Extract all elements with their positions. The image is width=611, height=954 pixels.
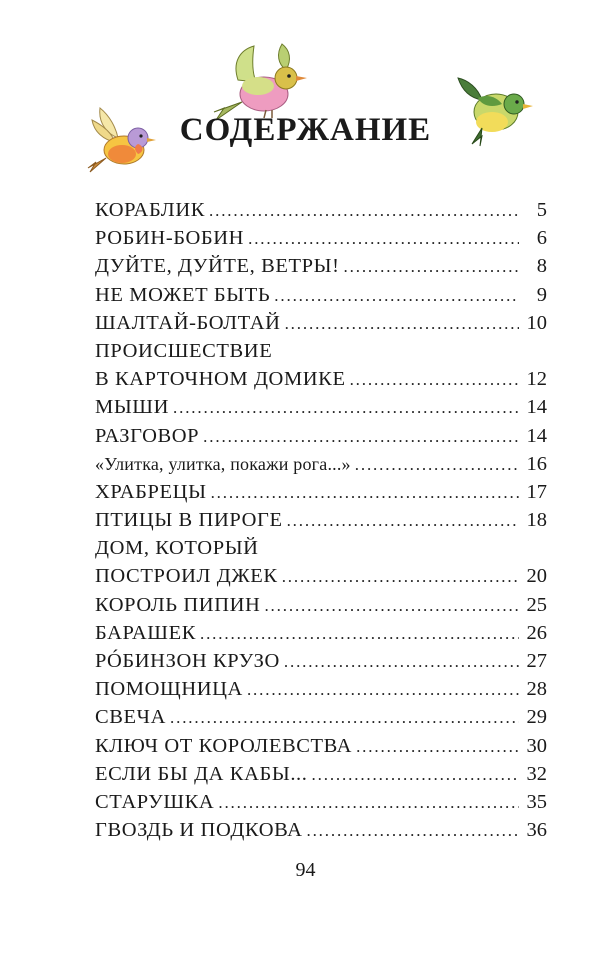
- toc-entry-page: 28: [526, 678, 547, 701]
- table-of-contents: [95, 196, 547, 844]
- toc-entry-title: КОРОЛЬ ПИПИН: [95, 593, 261, 616]
- toc-entry-title: КОРАБЛИК: [95, 199, 205, 221]
- toc-entry: [95, 816, 547, 844]
- toc-entry: [95, 591, 547, 619]
- toc-entry-page: 26: [526, 621, 547, 644]
- toc-entry-title: МЫШИ: [95, 396, 169, 419]
- toc-entry-title: СВЕЧА: [95, 706, 166, 729]
- toc-entry-page: 25: [526, 593, 547, 616]
- toc-entry: [95, 506, 547, 534]
- toc-entry: [95, 337, 547, 365]
- toc-entry-title: ПРОИСШЕСТВИЕ: [95, 339, 273, 362]
- dot-leader: [247, 676, 519, 704]
- page-title: СОДЕРЖАНИЕ: [179, 112, 432, 148]
- toc-entry-page: 30: [526, 734, 547, 757]
- dot-leader: [356, 733, 519, 761]
- toc-entry-title: ДОМ, КОТОРЫЙ: [95, 537, 259, 560]
- toc-entry: [95, 450, 547, 478]
- toc-entry-title: В КАРТОЧНОМ ДОМИКЕ: [95, 368, 346, 391]
- toc-entry-page: 9: [536, 283, 547, 306]
- toc-entry: [95, 788, 547, 816]
- dot-leader: [218, 789, 519, 817]
- toc-entry: [95, 647, 547, 675]
- toc-entry-page: 17: [526, 480, 547, 503]
- toc-entry: [95, 224, 547, 252]
- toc-entry-title: ПОМОЩНИЦА: [95, 678, 243, 701]
- toc-entry-page: 20: [526, 565, 547, 588]
- dot-leader: [274, 282, 519, 310]
- dot-leader: [203, 423, 519, 451]
- toc-entry-title: ГВОЗДЬ И ПОДКОВА: [95, 819, 303, 842]
- toc-entry: [95, 365, 547, 393]
- dot-leader: [211, 479, 519, 507]
- dot-leader: [312, 761, 519, 789]
- dot-leader: [282, 563, 519, 591]
- toc-entry-page: 35: [526, 790, 547, 813]
- dot-leader: [285, 310, 519, 338]
- dot-leader: [350, 366, 519, 394]
- toc-entry-page: 5: [536, 199, 547, 221]
- toc-entry-title: ХРАБРЕЦЫ: [95, 480, 207, 503]
- toc-entry-page: 18: [526, 509, 547, 532]
- toc-entry: [95, 619, 547, 647]
- dot-leader: [344, 253, 519, 281]
- toc-entry-page: 12: [526, 368, 547, 391]
- toc-entry: [95, 478, 547, 506]
- toc-entry: [95, 309, 547, 337]
- toc-entry-page: 32: [526, 762, 547, 785]
- toc-entry: [95, 422, 547, 450]
- dot-leader: [287, 507, 519, 535]
- dot-leader: [306, 817, 519, 845]
- toc-entry: [95, 281, 547, 309]
- toc-entry: [95, 252, 547, 280]
- toc-entry-title: БАРАШЕК: [95, 621, 196, 644]
- dot-leader: [284, 648, 519, 676]
- toc-entry-page: 10: [526, 311, 547, 334]
- toc-entry-title: РОБИН-БОБИН: [95, 227, 245, 250]
- toc-entry-page: 8: [536, 255, 547, 278]
- dot-leader: [209, 197, 519, 225]
- toc-entry-page: 14: [526, 396, 547, 419]
- toc-entry-title: ЕСЛИ БЫ ДА КАБЫ...: [95, 762, 308, 785]
- toc-entry-title: «Улитка, улитка, покажи рога...»: [95, 453, 351, 474]
- toc-entry-title: ДУЙТЕ, ДУЙТЕ, ВЕТРЫ!: [95, 255, 340, 278]
- toc-entry-title: РÓБИНЗОН КРУЗО: [95, 650, 280, 672]
- page-number: 94: [295, 859, 316, 881]
- toc-entry: [95, 562, 547, 590]
- toc-entry-title: ПОСТРОИЛ ДЖЕК: [95, 565, 278, 588]
- toc-entry: [95, 393, 547, 421]
- dot-leader: [264, 592, 519, 620]
- toc-entry-title: НЕ МОЖЕТ БЫТЬ: [95, 283, 271, 306]
- dot-leader: [248, 225, 519, 253]
- toc-entry-page: 36: [526, 819, 547, 842]
- dot-leader: [173, 394, 519, 422]
- toc-entry-title: КЛЮЧ ОТ КОРОЛЕВСТВА: [95, 734, 353, 757]
- toc-entry: [95, 732, 547, 760]
- toc-entry: [95, 196, 547, 224]
- toc-entry: [95, 675, 547, 703]
- toc-entry-title: СТАРУШКА: [95, 790, 215, 813]
- toc-entry-page: 6: [536, 227, 547, 250]
- toc-entry-page: 14: [526, 424, 547, 447]
- toc-entry-title: ПТИЦЫ В ПИРОГЕ: [95, 509, 283, 532]
- toc-entry: [95, 534, 547, 562]
- dot-leader: [355, 451, 519, 479]
- toc-entry: [95, 703, 547, 731]
- toc-entry-page: 29: [526, 706, 547, 729]
- toc-entry: [95, 760, 547, 788]
- toc-entry-title: ШАЛТАЙ-БОЛТАЙ: [95, 311, 281, 334]
- toc-entry-page: 27: [526, 650, 547, 672]
- toc-entry-title: РАЗГОВОР: [95, 424, 200, 447]
- toc-entry-page: 16: [526, 452, 547, 475]
- dot-leader: [170, 704, 519, 732]
- dot-leader: [200, 620, 519, 648]
